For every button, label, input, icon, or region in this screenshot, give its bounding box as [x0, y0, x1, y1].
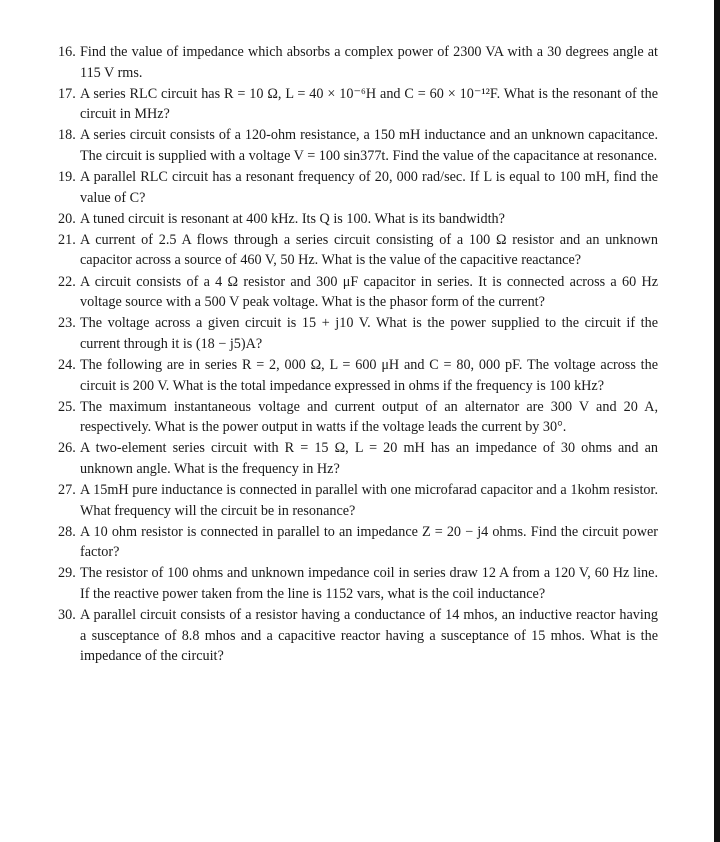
question-item [58, 563, 658, 604]
question-item [58, 167, 658, 208]
question-text: A circuit consists of a 4 Ω resistor and 300 μF capacitor in series. It is connected across a 60 Hz voltage source with a 500 V peak voltage. What is the phasor form of the current? [80, 273, 658, 311]
question-number: 25. [58, 398, 76, 415]
question-text: The maximum instantaneous voltage and current output of an alternator are 300 V and 20 A, respectively. What is the power output in watts if the voltage leads the current by 30°. [80, 398, 658, 436]
question-text: A 15mH pure inductance is connected in parallel with one microfarad capacitor and a 1kohm resistor. What frequency will the circuit be in resonance? [80, 481, 658, 519]
question-text: The resistor of 100 ohms and unknown impedance coil in series draw 12 A from a 120 V, 60 Hz line. If the reactive power taken from the line is 1152 vars, what is the coil inductance? [80, 565, 658, 602]
question-number: 23. [58, 315, 76, 332]
question-item [58, 84, 658, 125]
question-number: 21. [58, 231, 76, 248]
question-text: A tuned circuit is resonant at 400 kHz. Its Q is 100. What is its bandwidth? [80, 210, 505, 227]
question-number: 16. [58, 44, 76, 60]
question-number: 17. [58, 85, 76, 102]
question-item [58, 522, 658, 563]
question-number: 28. [58, 523, 76, 540]
question-number: 18. [58, 127, 76, 144]
question-item [58, 272, 658, 313]
question-text: A series circuit consists of a 120-ohm resistance, a 150 mH inductance and an unknown capacitance. The circuit is supplied with a voltage V = 100 sin377t. Find the value of the capacitance at resonance. [80, 127, 658, 164]
question-text: The voltage across a given circuit is 15 + j10 V. What is the power supplied to the circuit if the current through it is (18 − j5)A? [80, 315, 658, 352]
question-item [58, 313, 658, 354]
question-text: A current of 2.5 A flows through a series circuit consisting of a 100 Ω resistor and an unknown capacitor across a source of 460 V, 50 Hz. What is the value of the capacitive reactance? [80, 231, 658, 269]
question-number: 22. [58, 273, 76, 290]
question-number: 30. [58, 607, 76, 624]
question-text: A parallel circuit consists of a resistor having a conductance of 14 mhos, an inductive reactor having a susceptance of 8.8 mhos and a capacitive reactor having a susceptance of 15 mhos. What is the impedance of the circuit? [80, 607, 658, 665]
question-number: 19. [58, 169, 76, 186]
question-number: 24. [58, 356, 76, 373]
question-number: 26. [58, 440, 76, 457]
question-text: Find the value of impedance which absorbs a complex power of 2300 VA with a 30 degrees angle at 115 V rms. [80, 44, 658, 81]
question-item [58, 438, 658, 479]
question-text: A parallel RLC circuit has a resonant frequency of 20, 000 rad/sec. If L is equal to 100 mH, find the value of C? [80, 169, 658, 206]
page-edge-border [714, 0, 720, 842]
question-item [58, 42, 658, 83]
question-text: A 10 ohm resistor is connected in parallel to an impedance Z = 20 − j4 ohms. Find the circuit power factor? [80, 523, 658, 561]
question-item [58, 397, 658, 438]
question-text: A series RLC circuit has R = 10 Ω, L = 40 × 10⁻⁶H and C = 60 × 10⁻¹²F. What is the resonant of the circuit in MHz? [80, 85, 658, 123]
question-number: 27. [58, 481, 76, 498]
question-item [58, 125, 658, 166]
question-item [58, 605, 658, 667]
question-list [58, 42, 658, 667]
question-text: The following are in series R = 2, 000 Ω, L = 600 μH and C = 80, 000 pF. The voltage across the circuit is 200 V. What is the total impedance expressed in ohms if the frequency is 100 kHz? [80, 356, 658, 394]
question-number: 20. [58, 210, 76, 227]
question-item [58, 209, 658, 230]
question-text: A two-element series circuit with R = 15 Ω, L = 20 mH has an impedance of 30 ohms and an unknown angle. What is the frequency in Hz? [80, 440, 658, 477]
question-item [58, 480, 658, 521]
question-item [58, 230, 658, 271]
question-number: 29. [58, 565, 76, 582]
question-item [58, 355, 658, 396]
